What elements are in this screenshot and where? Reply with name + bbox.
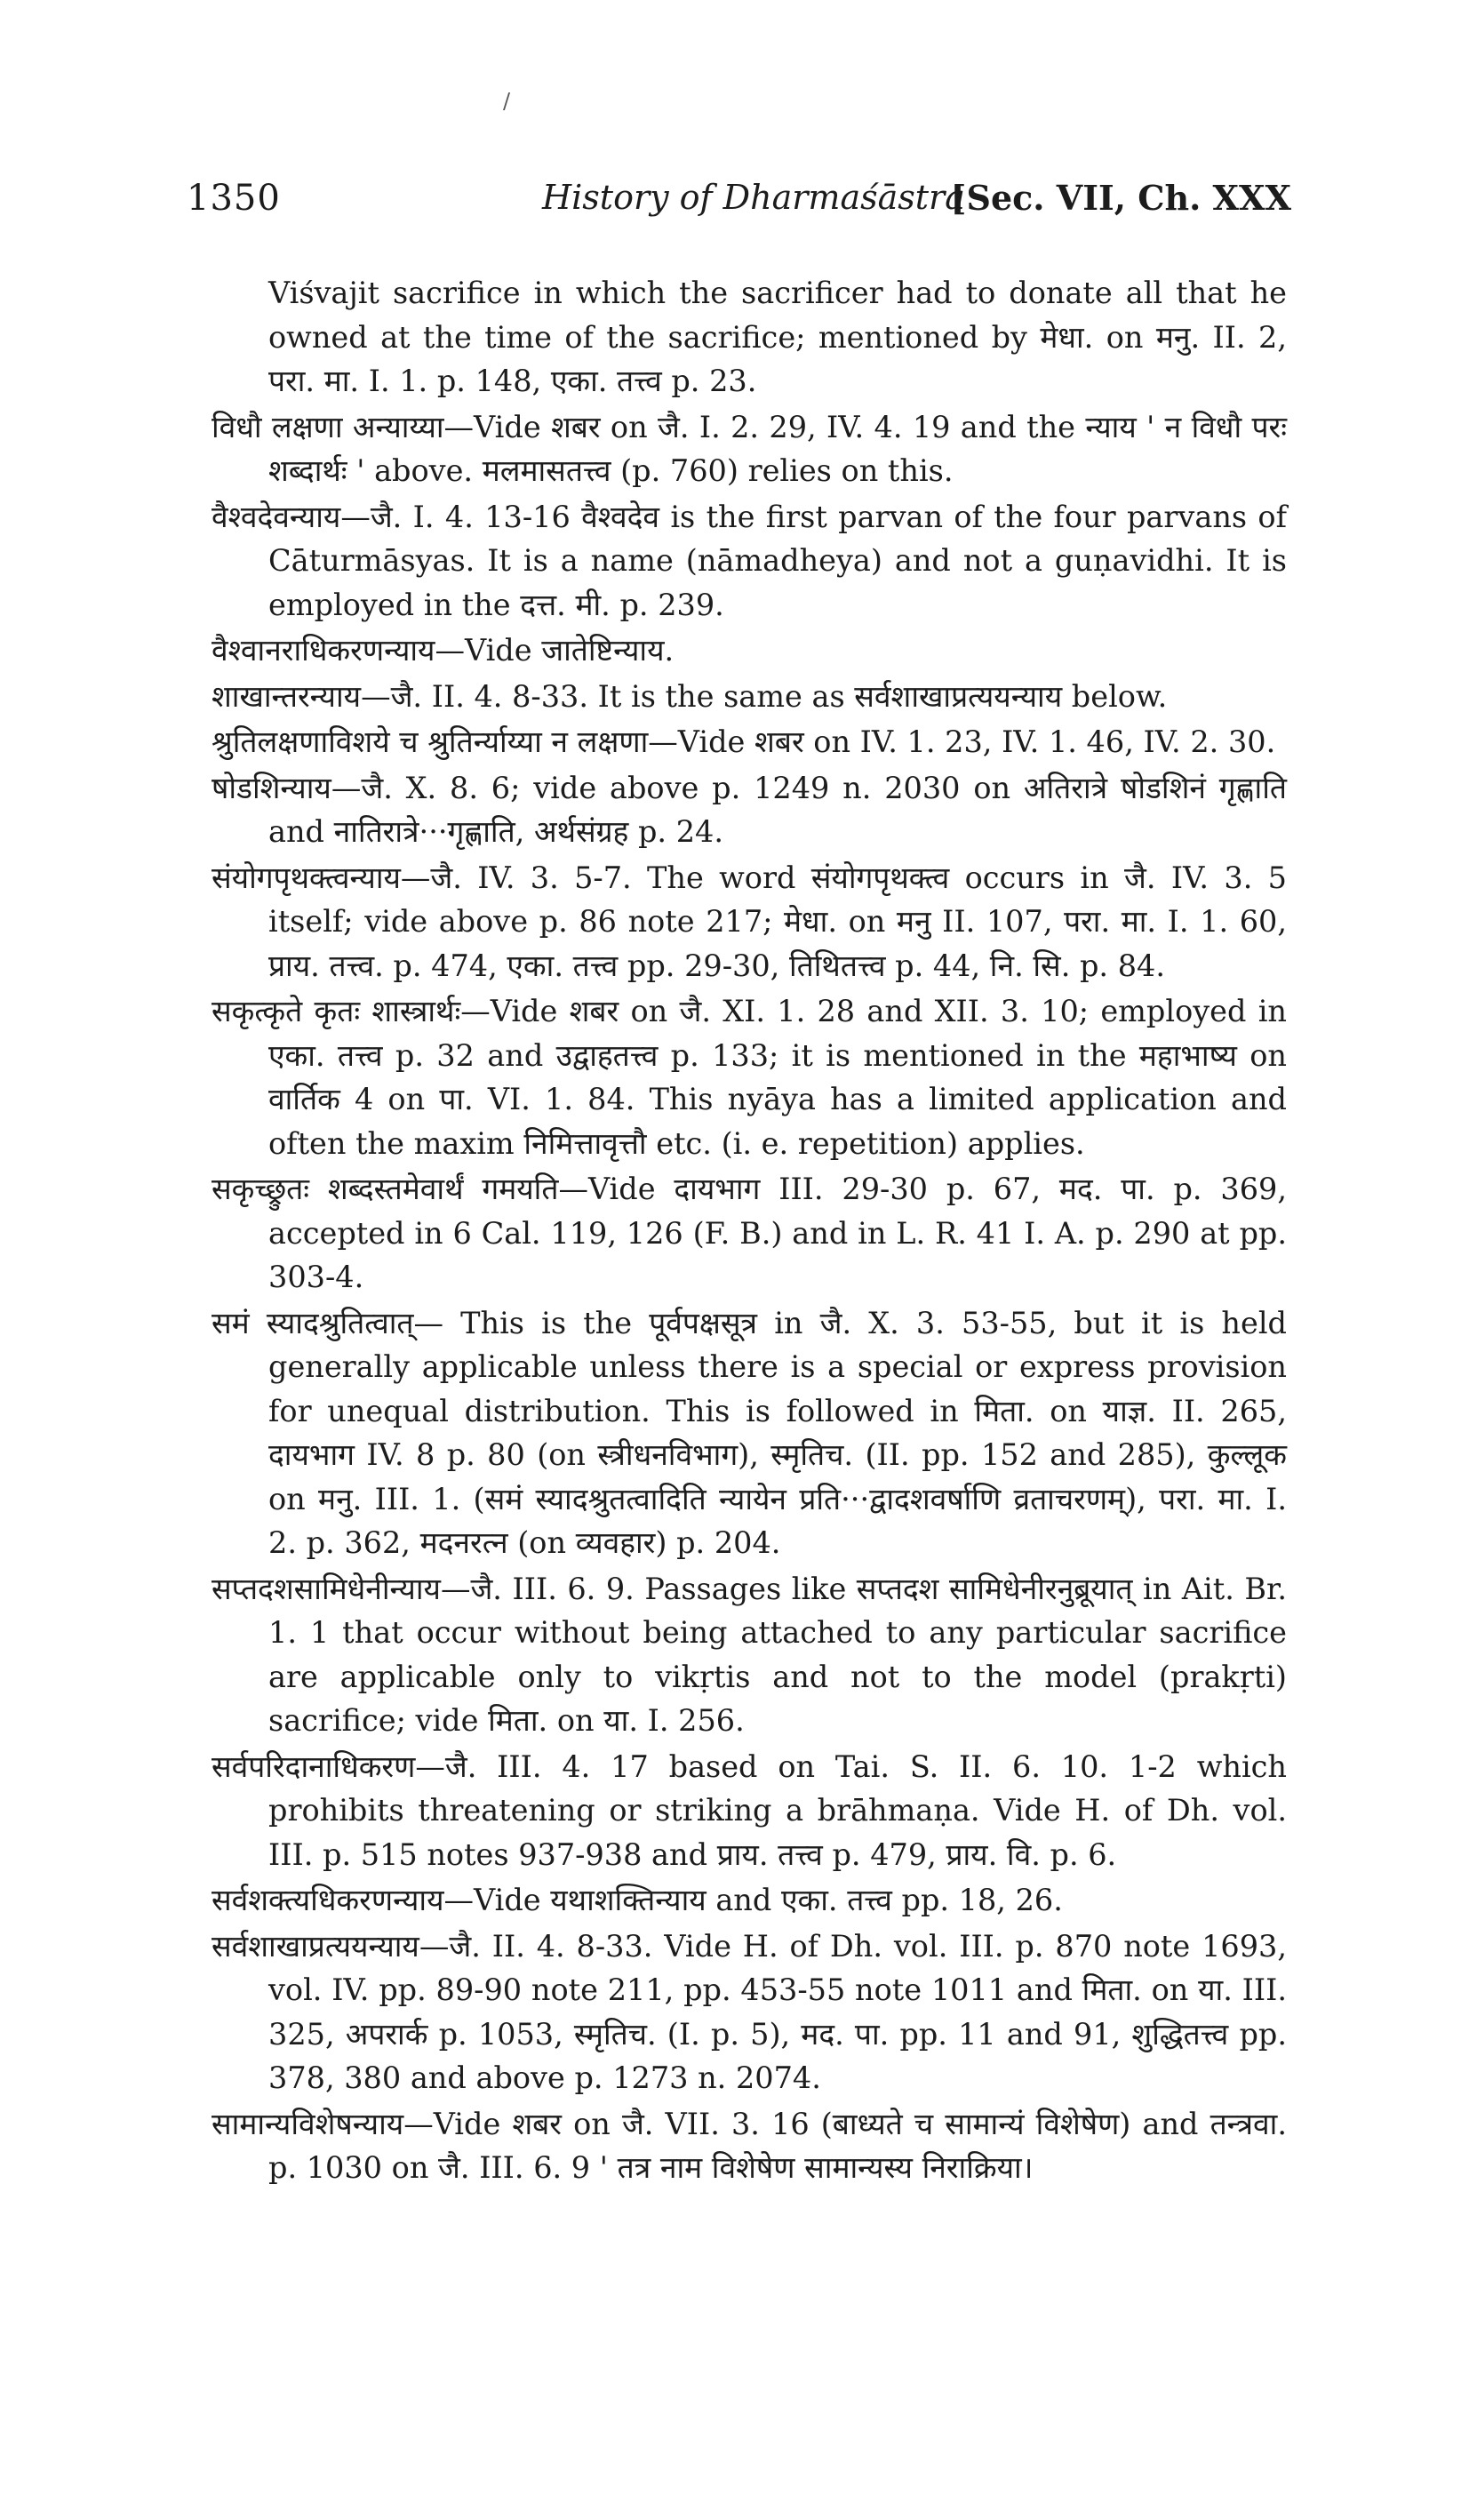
- nyaya-entries-list: [212, 271, 1287, 2190]
- entry-samam-syat: समं स्यादश्रुतित्वात्— This is the पूर्वपक्षसूत्र in जै. X. 3. 53-55, but it is held generally applicable unless there is a special or express provision for unequal distribution. This is followed in मिता. on याज्ञ. II. 265, दायभाग IV. 8 p. 80 (on स्त्रीधनविभाग), स्मृतिच. (II. pp. 152 and 285), कुल्लूक on मनु. III. 1. (समं स्यादश्रुतत्वादिति न्यायेन प्रति···द्वादशवर्षाणि व्रताचरणम्), परा. मा. I. 2. p. 362, मदनरत्न (on व्यवहार) p. 204.: [212, 1305, 1287, 1560]
- entry-vidhau-lakshana: विधौ लक्षणा अन्याय्या—Vide शबर on जै. I. 2. 29, IV. 4. 19 and the न्याय ' न विधौ परः शब्दार्थः ' above. मलमासतत्त्व (p. 760) relies on this.: [212, 409, 1287, 488]
- page-number: 1350: [187, 178, 281, 219]
- running-header: [187, 178, 1291, 231]
- entry-shruti-lakshana: श्रुतिलक्षणाविशये च श्रुतिर्न्याय्या न लक्षणा—Vide शबर on IV. 1. 23, IV. 1. 46, IV. 2. 30.: [212, 724, 1276, 759]
- stray-mark: /: [503, 89, 511, 114]
- entry-shakhantara-nyaya: शाखान्तरन्याय—जै. II. 4. 8-33. It is the same as सर्वशाखाप्रत्ययन्याय below.: [212, 678, 1168, 714]
- entry-shodashi-nyaya: षोडशिन्याय—जै. X. 8. 6; vide above p. 1249 n. 2030 on अतिरात्रे षोडशिनं गृह्णाति and नातिरात्रे···गृह्णाति, अर्थसंग्रह p. 24.: [212, 770, 1287, 849]
- entry-sarvaparidana: सर्वपरिदानाधिकरण—जै. III. 4. 17 based on Tai. S. II. 6. 10. 1-2 which prohibits threatening or striking a brāhmaṇa. Vide H. of Dh. vol. III. p. 515 notes 937-938 and प्राय. तत्त्व p. 479, प्राय. वि. p. 6.: [212, 1748, 1287, 1872]
- entry-samanya-vishesha: सामान्यविशेषन्याय—Vide शबर on जै. VII. 3. 16 (बाध्यते च सामान्यं विशेषेण) and तन्त्रवा. p. 1030 on जै. III. 6. 9 ' तत्र नाम विशेषेण सामान्यस्य निराक्रिया।: [212, 2106, 1287, 2185]
- entry-sarvashakha-pratyaya: सर्वशाखाप्रत्ययन्याय—जै. II. 4. 8-33. Vide H. of Dh. vol. III. p. 870 note 1693, vol. IV. pp. 89-90 note 211, pp. 453-55 note 1011 and मिता. on या. III. 325, अपरार्क p. 1053, स्मृतिच. (I. p. 5), मद. पा. pp. 11 and 91, शुद्धितत्त्व pp. 378, 380 and above p. 1273 n. 2074.: [212, 1928, 1287, 2095]
- entry-samyoga-prithaktva: संयोगपृथक्त्वन्याय—जै. IV. 3. 5-7. The word संयोगपृथक्त्व occurs in जै. IV. 3. 5 itself; vide above p. 86 note 217; मेधा. on मनु II. 107, परा. मा. I. 1. 60, प्राय. तत्त्व. p. 474, एका. तत्त्व pp. 29-30, तिथितत्त्व p. 44, नि. सि. p. 84.: [212, 860, 1287, 983]
- entry-sakrich-chhrutah: सकृच्छ्रुतः शब्दस्तमेवार्थं गमयति—Vide दायभाग III. 29-30 p. 67, मद. पा. p. 369, accepted in 6 Cal. 119, 126 (F. B.) and in L. R. 41 I. A. p. 290 at pp. 303-4.: [212, 1172, 1287, 1294]
- running-title: History of Dharmaśāstra: [542, 178, 965, 217]
- entry-vaishvadeva-nyaya: वैश्वदेवन्याय—जै. I. 4. 13-16 वैश्वदेव is the first parvan of the four parvans of Cāturmāsyas. It is a name (nāmadheya) and not a guṇavidhi. It is employed in the दत्त. मी. p. 239.: [212, 499, 1287, 622]
- entry-vishvajit-continuation: Viśvajit sacrifice in which the sacrificer had to donate all that he owned at the time of the sacrifice; mentioned by मेधा. on मनु. II. 2, परा. मा. I. 1. p. 148, एका. तत्त्व p. 23.: [268, 276, 1287, 398]
- entry-vaishvanara-adhikarana: वैश्वानराधिकरणन्याय—Vide जातेष्टिन्याय.: [212, 633, 675, 668]
- entry-sakrit-krite: सकृत्कृते कृतः शास्त्रार्थः—Vide शबर on जै. XI. 1. 28 and XII. 3. 10; employed in एका. तत्त्व p. 32 and उद्वाहतत्त्व p. 133; it is mentioned in the महाभाष्य on वार्तिक 4 on पा. VI. 1. 84. This nyāya has a limited application and often the maxim निमित्तावृत्तौ etc. (i. e. repetition) applies.: [212, 994, 1287, 1161]
- entry-sarvashakti: सर्वशक्त्यधिकरणन्याय—Vide यथाशक्तिन्याय and एका. तत्त्व pp. 18, 26.: [212, 1883, 1063, 1917]
- section-reference: [Sec. VII, Ch. XXX: [950, 178, 1291, 218]
- entry-saptadasha-samidheni: सप्तदशसामिधेनीन्याय—जै. III. 6. 9. Passages like सप्तदश सामिधेनीरनुब्रूयात् in Ait. Br. 1. 1 that occur without being attached to any particular sacrifice are applicable only to vikṛtis and not to the model (prakṛti) sacrifice; vide मिता. on या. I. 256.: [212, 1571, 1287, 1738]
